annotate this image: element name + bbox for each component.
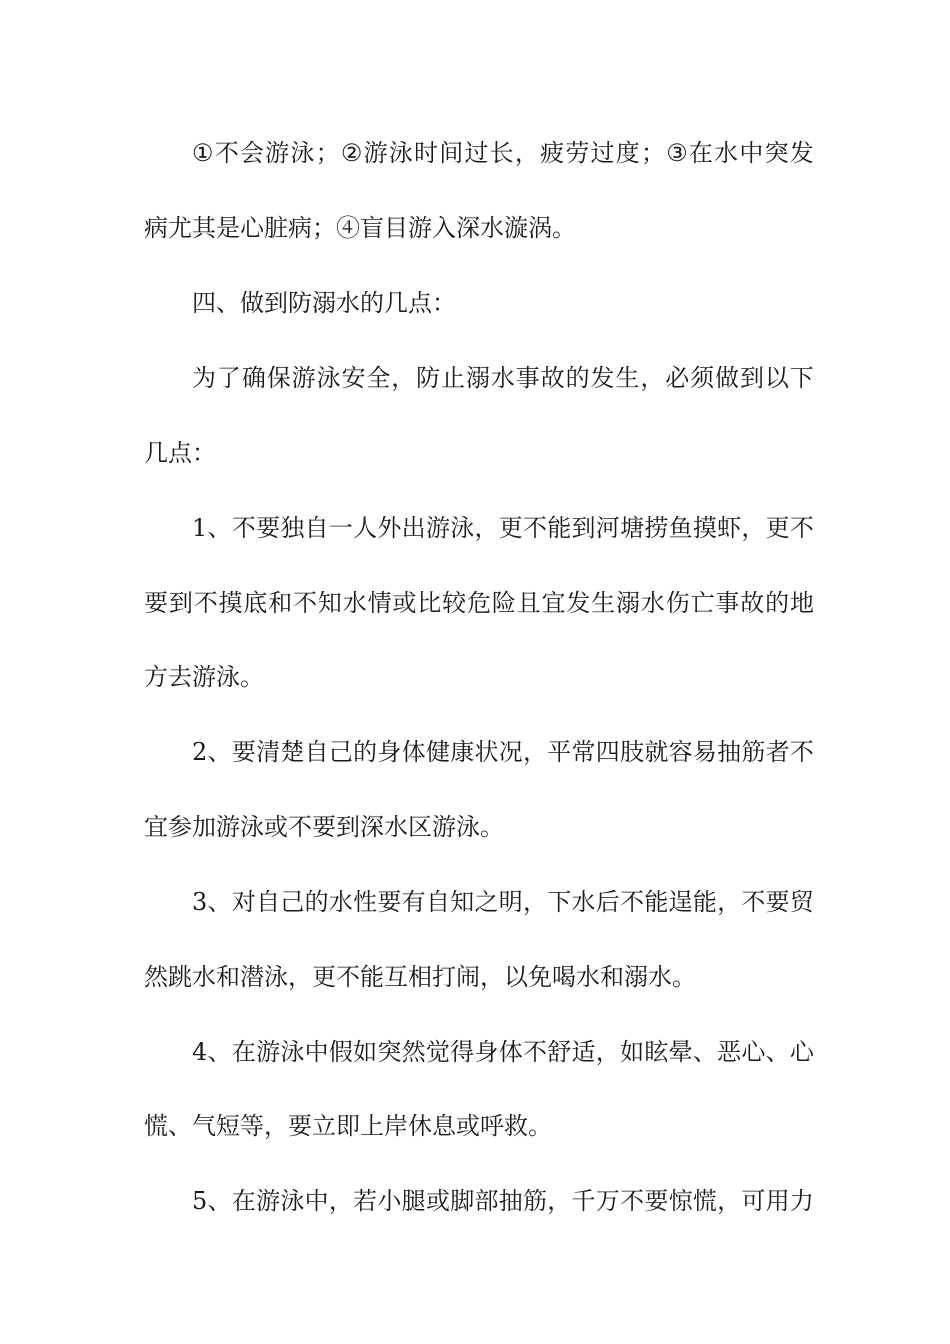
list-item-line: 慌、气短等，要立即上岸休息或呼救。 [144, 1112, 552, 1140]
list-item-line: 1 、 不 要 独 自 一 人 外 出 游 泳 ， 更 不 能 到 河 塘 捞 鱼 摸 虾 ， 更 不 [192, 514, 814, 542]
list-item-line: 方去游泳。 [144, 663, 264, 691]
section-heading: 四、做到防溺水的几点： [192, 289, 456, 317]
list-item-line: 4 、 在 游 泳 中 假 如 突 然 觉 得 身 体 不 舒 适 ， 如 眩 晕 、 恶 心 、 心 [192, 1038, 814, 1066]
list-item-line: 要 到 不 摸 底 和 不 知 水 情 或 比 较 危 险 且 宜 发 生 溺 水 伤 亡 事 故 的 地 [144, 589, 814, 617]
paragraph-line: 几点： [144, 439, 216, 467]
list-item-line: 5 、 在 游 泳 中 ， 若 小 腿 或 脚 部 抽 筋 ， 千 万 不 要 惊 慌 ， 可 用 力 [192, 1187, 814, 1215]
paragraph-line: 为 了 确 保 游 泳 安 全 ， 防 止 溺 水 事 故 的 发 生 ， 必 须 做 到 以 下 [192, 364, 814, 392]
paragraph-line: ① 不 会 游 泳 ； ② 游 泳 时 间 过 长 ， 疲 劳 过 度 ； ③ 在 水 中 突 发 [192, 139, 814, 167]
list-item-line: 2 、 要 清 楚 自 己 的 身 体 健 康 状 况 ， 平 常 四 肢 就 容 易 抽 筋 者 不 [192, 738, 814, 766]
paragraph-line: 病尤其是心脏病；④盲目游入深水漩涡。 [144, 214, 576, 242]
list-item-line: 然跳水和潜泳，更不能互相打闹，以免喝水和溺水。 [144, 963, 696, 991]
list-item-line: 宜参加游泳或不要到深水区游泳。 [144, 813, 504, 841]
list-item-line: 3 、 对 自 己 的 水 性 要 有 自 知 之 明 ， 下 水 后 不 能 逞 能 ， 不 要 贸 [192, 888, 814, 916]
